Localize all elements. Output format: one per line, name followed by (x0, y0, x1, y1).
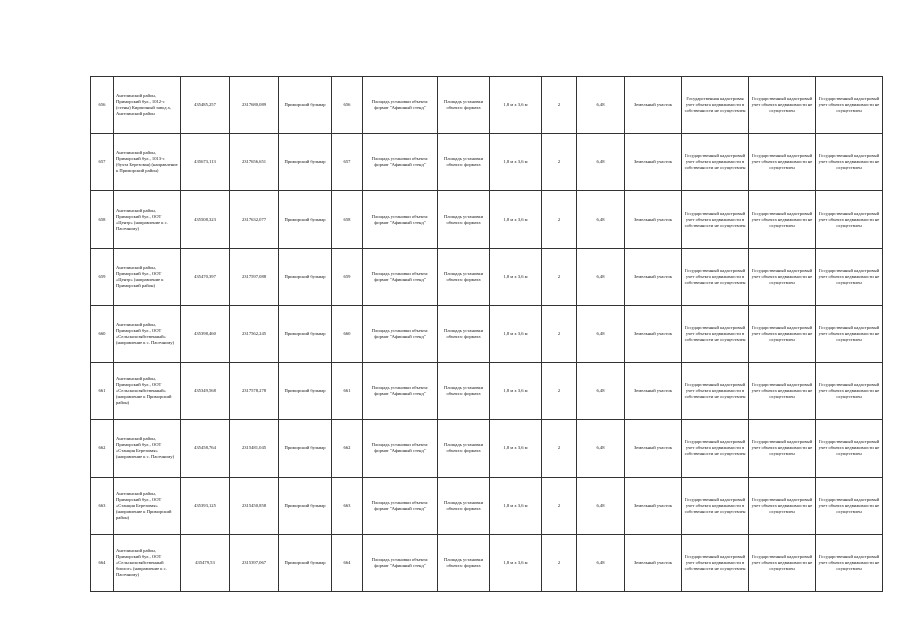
code-cell: 661 (332, 363, 363, 420)
row-number: 661 (91, 363, 114, 420)
cadastral-status-cell: Государственный кадастровый учет объекта недвижимости не осуществлен (816, 420, 883, 477)
cadastral-status-cell: Государственный кадастровый учет объекта недвижимости не осуществлен (816, 363, 883, 420)
table-row (91, 248, 883, 305)
address-cell: Ангелинский район, Приморский бул., 1013-с (бухта Березовая) (направление к Приморский район) (114, 134, 181, 191)
sides-cell: 2 (542, 363, 577, 420)
placement-cell: Площадь установки объекта: формата (438, 305, 490, 362)
size-cell: 1,8 м х 3,6 м (490, 305, 542, 362)
area-cell: 6,48 (577, 134, 625, 191)
land-cell: Земельный участок (625, 363, 682, 420)
cadastral-status-cell: Государственный кадастровый учет объекта недвижимости не осуществлен (816, 191, 883, 248)
code-cell: 663 (332, 477, 363, 534)
placement-cell: Площадь установки объекта: формата (438, 363, 490, 420)
placement-cell: Площадь установки объекта: формата (438, 477, 490, 534)
placement-cell: Площадь установки объекта: формата (438, 420, 490, 477)
cadastral-status-cell: Государственный кадастровый учет объекта недвижимости не осуществлен (749, 134, 816, 191)
size-cell: 1,8 м х 3,6 м (490, 77, 542, 134)
row-number: 659 (91, 248, 114, 305)
placement-cell: Площадь установки объекта: формата (438, 248, 490, 305)
street-cell: Приморский бульвар (279, 134, 332, 191)
coord-x-cell: 435398,460 (181, 305, 230, 362)
coord-x-cell: 435349,568 (181, 363, 230, 420)
object-type-cell: Площадь установки объекта: формат "Афишный стенд" (363, 77, 438, 134)
table-row (91, 363, 883, 420)
row-number: 664 (91, 534, 114, 591)
table-row (91, 134, 883, 191)
coord-x-cell: 435673,113 (181, 134, 230, 191)
table-row (91, 191, 883, 248)
coord-x-cell: 435479,53 (181, 534, 230, 591)
object-type-cell: Площадь установки объекта: формат "Афишный стенд" (363, 363, 438, 420)
street-cell: Приморский бульвар (279, 534, 332, 591)
sides-cell: 2 (542, 420, 577, 477)
cadastral-status-cell: Государственный кадастровый учет объекта недвижимости в собственности не осуществлен (682, 248, 749, 305)
cadastral-status-cell: Государственный кадастровый учет объекта недвижимости в собственности не осуществлен (682, 191, 749, 248)
cadastral-status-cell: Государственный кадастровый учет объекта недвижимости не осуществлен (749, 477, 816, 534)
sides-cell: 2 (542, 248, 577, 305)
coord-x-cell: 435508,323 (181, 191, 230, 248)
land-cell: Земельный участок (625, 477, 682, 534)
code-cell: 658 (332, 191, 363, 248)
cadastral-status-cell: Государственный кадастровый учет объекта недвижимости не осуществлен (749, 363, 816, 420)
address-cell: Ангелинский район, Приморский бул., ООТ «Сельскохозяйственный» (направление к с. Пасечному) (114, 305, 181, 362)
land-cell: Земельный участок (625, 77, 682, 134)
cadastral-status-cell: Государственный кадастровый учет объекта недвижимости не осуществлен (816, 305, 883, 362)
table-row (91, 534, 883, 591)
cadastral-status-cell: Государственная кадастровая учет объекта недвижимости в собственности не осуществлен (682, 77, 749, 134)
cadastral-status-cell: Государственный кадастровый учет объекта недвижимости не осуществлен (749, 248, 816, 305)
coord-x-cell: 435485,257 (181, 77, 230, 134)
address-cell: Ангелинский район, Приморский бул., 1012-с (стены) Кирпичный завод а, Ангелинский район (114, 77, 181, 134)
coord-x-cell: 435393,125 (181, 477, 230, 534)
cadastral-status-cell: Государственный кадастровый учет объекта недвижимости не осуществлен (749, 420, 816, 477)
row-number: 658 (91, 191, 114, 248)
street-cell: Приморский бульвар (279, 420, 332, 477)
coord-x-cell: 435458,764 (181, 420, 230, 477)
coord-y-cell: 2317597,088 (230, 248, 279, 305)
size-cell: 1,8 м х 3,6 м (490, 191, 542, 248)
area-cell: 6,48 (577, 363, 625, 420)
cadastral-status-cell: Государственный кадастровый учет объекта недвижимости не осуществлен (816, 134, 883, 191)
area-cell: 6,48 (577, 191, 625, 248)
table-row (91, 477, 883, 534)
object-type-cell: Площадь установки объекта: формат "Афишный стенд" (363, 420, 438, 477)
street-cell: Приморский бульвар (279, 191, 332, 248)
cadastral-status-cell: Государственный кадастровый учет объекта недвижимости не осуществлен (816, 77, 883, 134)
area-cell: 6,48 (577, 477, 625, 534)
address-cell: Ангелинский район, Приморский бул., ООТ «Центр» (направление к с. Пасечному) (114, 191, 181, 248)
address-cell: Ангелинский район, Приморский бул., ООТ «Сельскохозяйственный» (направление к Приморский район) (114, 363, 181, 420)
street-cell: Приморский бульвар (279, 363, 332, 420)
land-cell: Земельный участок (625, 134, 682, 191)
coord-y-cell: 2317680,089 (230, 77, 279, 134)
code-cell: 656 (332, 77, 363, 134)
land-cell: Земельный участок (625, 420, 682, 477)
table-row (91, 305, 883, 362)
coord-y-cell: 2315450,858 (230, 477, 279, 534)
cadastral-status-cell: Государственный кадастровый учет объекта недвижимости не осуществлен (749, 191, 816, 248)
street-cell: Приморский бульвар (279, 248, 332, 305)
cadastral-status-cell: Государственный кадастровый учет объекта недвижимости не осуществлен (816, 534, 883, 591)
coord-y-cell: 2317578,278 (230, 363, 279, 420)
cadastral-status-cell: Государственный кадастровый учет объекта недвижимости в собственности не осуществлен (682, 420, 749, 477)
object-type-cell: Площадь установки объекта: формат "Афишный стенд" (363, 477, 438, 534)
coord-x-cell: 435470,397 (181, 248, 230, 305)
table-row (91, 77, 883, 134)
code-cell: 659 (332, 248, 363, 305)
coord-y-cell: 2317562,245 (230, 305, 279, 362)
area-cell: 6,48 (577, 248, 625, 305)
size-cell: 1,8 м х 3,6 м (490, 477, 542, 534)
table-row (91, 420, 883, 477)
sides-cell: 2 (542, 134, 577, 191)
coord-y-cell: 2317656,651 (230, 134, 279, 191)
street-cell: Приморский бульвар (279, 305, 332, 362)
sides-cell: 2 (542, 305, 577, 362)
row-number: 660 (91, 305, 114, 362)
cadastral-status-cell: Государственный кадастровый учет объекта недвижимости в собственности не осуществлен (682, 363, 749, 420)
size-cell: 1,8 м х 3,6 м (490, 248, 542, 305)
cadastral-status-cell: Государственный кадастровый учет объекта недвижимости в собственности не осуществлен (682, 305, 749, 362)
row-number: 662 (91, 420, 114, 477)
coord-y-cell: 2315397,067 (230, 534, 279, 591)
registry-table (90, 76, 883, 592)
cadastral-status-cell: Государственный кадастровый учет объекта недвижимости не осуществлен (749, 305, 816, 362)
area-cell: 6,48 (577, 77, 625, 134)
street-cell: Приморский бульвар (279, 477, 332, 534)
coord-y-cell: 2317632,077 (230, 191, 279, 248)
size-cell: 1,8 м х 3,6 м (490, 363, 542, 420)
placement-cell: Площадь установки объекта: формата (438, 77, 490, 134)
area-cell: 6,48 (577, 534, 625, 591)
cadastral-status-cell: Государственный кадастровый учет объекта недвижимости не осуществлен (749, 534, 816, 591)
land-cell: Земельный участок (625, 305, 682, 362)
sides-cell: 2 (542, 477, 577, 534)
size-cell: 1,8 м х 3,6 м (490, 420, 542, 477)
land-cell: Земельный участок (625, 534, 682, 591)
cadastral-status-cell: Государственный кадастровый учет объекта недвижимости не осуществлен (749, 77, 816, 134)
land-cell: Земельный участок (625, 248, 682, 305)
cadastral-status-cell: Государственный кадастровый учет объекта недвижимости в собственности не осуществлен (682, 134, 749, 191)
land-cell: Земельный участок (625, 191, 682, 248)
placement-cell: Площадь установки объекта: формата (438, 191, 490, 248)
area-cell: 6,48 (577, 420, 625, 477)
row-number: 663 (91, 477, 114, 534)
code-cell: 660 (332, 305, 363, 362)
address-cell: Ангелинский район, Приморский бул., ООТ «Станция Березовая» (направление к Приморский район) (114, 477, 181, 534)
cadastral-status-cell: Государственный кадастровый учет объекта недвижимости не осуществлен (816, 477, 883, 534)
object-type-cell: Площадь установки объекта: формат "Афишный стенд" (363, 134, 438, 191)
address-cell: Ангелинский район, Приморский бул., ООТ «Сельскохозяйственный биолог» (направление к с. Пасечному) (114, 534, 181, 591)
sides-cell: 2 (542, 77, 577, 134)
area-cell: 6,48 (577, 305, 625, 362)
street-cell: Приморский бульвар (279, 77, 332, 134)
row-number: 656 (91, 77, 114, 134)
size-cell: 1,8 м х 3,6 м (490, 134, 542, 191)
sides-cell: 2 (542, 534, 577, 591)
code-cell: 657 (332, 134, 363, 191)
coord-y-cell: 2315481,045 (230, 420, 279, 477)
placement-cell: Площадь установки объекта: формата (438, 134, 490, 191)
object-type-cell: Площадь установки объекта: формат "Афишный стенд" (363, 305, 438, 362)
cadastral-status-cell: Государственный кадастровый учет объекта недвижимости в собственности не осуществлен (682, 534, 749, 591)
object-type-cell: Площадь установки объекта: формат "Афишный стенд" (363, 248, 438, 305)
placement-cell: Площадь установки объекта: формата (438, 534, 490, 591)
code-cell: 662 (332, 420, 363, 477)
cadastral-status-cell: Государственный кадастровый учет объекта недвижимости не осуществлен (816, 248, 883, 305)
row-number: 657 (91, 134, 114, 191)
code-cell: 664 (332, 534, 363, 591)
address-cell: Ангелинский район, Приморский бул., ООТ «Станция Березовая» (направление к с. Пасечному) (114, 420, 181, 477)
address-cell: Ангелинский район, Приморский бул., ООТ «Центр» (направление к Приморский район) (114, 248, 181, 305)
size-cell: 1,8 м х 3,6 м (490, 534, 542, 591)
sides-cell: 2 (542, 191, 577, 248)
object-type-cell: Площадь установки объекта: формат "Афишный стенд" (363, 534, 438, 591)
cadastral-status-cell: Государственный кадастровый учет объекта недвижимости в собственности не осуществлен (682, 477, 749, 534)
object-type-cell: Площадь установки объекта: формат "Афишный стенд" (363, 191, 438, 248)
